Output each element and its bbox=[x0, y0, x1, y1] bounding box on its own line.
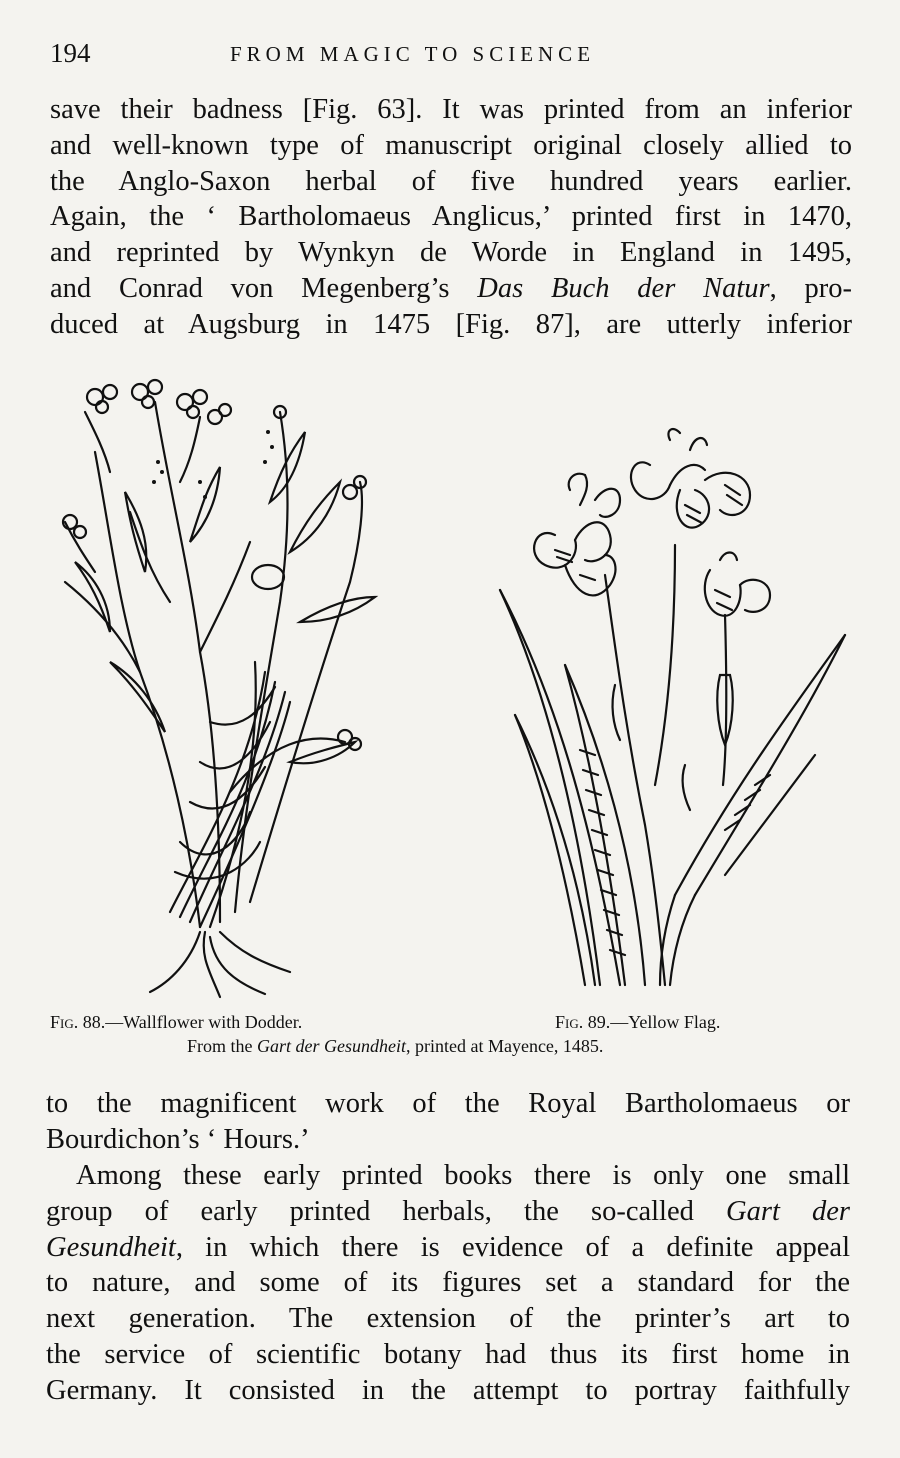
yellow-flag-illustration bbox=[495, 425, 850, 995]
text-line: Bourdichon’s ‘ Hours.’ bbox=[46, 1123, 310, 1155]
running-title: FROM MAGIC TO SCIENCE bbox=[230, 42, 596, 66]
page-number: 194 bbox=[50, 38, 91, 68]
figure-88-caption: Fig. 88.—Wallflower with Dodder. bbox=[50, 1012, 303, 1032]
paragraph-3 bbox=[46, 1158, 850, 1409]
text-line: the Anglo-Saxon herbal of five hundred years earlier. bbox=[50, 165, 852, 197]
paragraph-1 bbox=[50, 92, 852, 343]
text-line: Germany. It consisted in the attempt to portray faithfully bbox=[46, 1374, 850, 1406]
text-line: the service of scientific botany had thus its first home in bbox=[46, 1338, 850, 1370]
text-line: to nature, and some of its figures set a standard for the bbox=[46, 1267, 850, 1299]
text-line: and reprinted by Wynkyn de Worde in England in 1495, bbox=[50, 237, 852, 269]
text-line: Among these early printed books there is only one small bbox=[76, 1160, 850, 1191]
figure-source-caption: From the Gart der Gesundheit, printed at Mayence, 1485. bbox=[187, 1036, 604, 1056]
paragraph-2 bbox=[46, 1086, 850, 1158]
wallflower-illustration bbox=[50, 372, 380, 1002]
book-title: Das Buch der Natur bbox=[477, 272, 770, 304]
text-line: Gesundheit, in which there is evidence of a definite appeal bbox=[46, 1231, 850, 1263]
figure-89-caption: Fig. 89.—Yellow Flag. bbox=[555, 1012, 721, 1032]
text-line: next generation. The extension of the printer’s art to bbox=[46, 1303, 850, 1335]
page-header bbox=[50, 38, 850, 74]
text-line: and well-known type of manuscript original closely allied to bbox=[50, 129, 852, 161]
text-line: Again, the ‘ Bartholomaeus Anglicus,’ printed first in 1470, bbox=[50, 201, 852, 233]
book-title: Gart der bbox=[726, 1195, 850, 1227]
text-line: group of early printed herbals, the so-called Gart der bbox=[46, 1195, 850, 1227]
text-line: save their badness [Fig. 63]. It was printed from an inferior bbox=[50, 94, 852, 125]
text-line: duced at Augsburg in 1475 [Fig. 87], are utterly inferior bbox=[50, 308, 852, 340]
book-title: Gesundheit bbox=[46, 1231, 176, 1263]
text-line: to the magnificent work of the Royal Bartholomaeus or bbox=[46, 1088, 850, 1119]
text-line: and Conrad von Megenberg’s Das Buch der Natur, pro- bbox=[50, 272, 852, 304]
